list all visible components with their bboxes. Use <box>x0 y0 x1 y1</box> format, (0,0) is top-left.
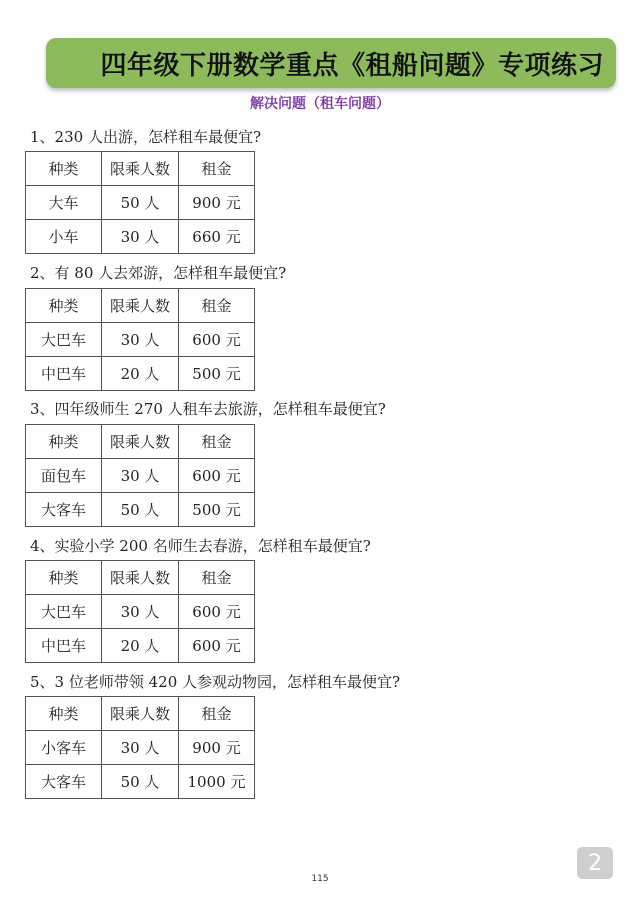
table-cell: 500 元 <box>179 357 255 391</box>
table-cell: 小车 <box>26 220 102 254</box>
table-header-row <box>26 289 255 323</box>
table-row <box>26 595 255 629</box>
table-cell: 20 人 <box>102 629 179 663</box>
header-cell-price: 租金 <box>179 697 255 731</box>
header-cell-price: 租金 <box>179 425 255 459</box>
table-cell: 50 人 <box>102 765 179 799</box>
header-cell-price: 租金 <box>179 152 255 186</box>
header-cell-capacity: 限乘人数 <box>102 561 179 595</box>
table-cell: 30 人 <box>102 220 179 254</box>
header-cell-type: 种类 <box>26 425 102 459</box>
table-cell: 50 人 <box>102 186 179 220</box>
question-2: 2、有 80 人去郊游，怎样租车最便宜? <box>30 264 287 282</box>
question-5: 5、3 位老师带领 420 人参观动物园，怎样租车最便宜? <box>30 673 401 691</box>
table-cell: 面包车 <box>26 459 102 493</box>
table-cell: 900 元 <box>179 731 255 765</box>
rental-table-2 <box>25 288 255 391</box>
question-3: 3、四年级师生 270 人租车去旅游，怎样租车最便宜? <box>30 400 386 418</box>
table-header-row <box>26 425 255 459</box>
header-cell-capacity: 限乘人数 <box>102 425 179 459</box>
table-header-row <box>26 561 255 595</box>
header-cell-type: 种类 <box>26 561 102 595</box>
rental-table-3 <box>25 424 255 527</box>
header-cell-type: 种类 <box>26 152 102 186</box>
table-cell: 1000 元 <box>179 765 255 799</box>
header-cell-type: 种类 <box>26 289 102 323</box>
table-row <box>26 493 255 527</box>
table-header-row <box>26 152 255 186</box>
table-cell: 大客车 <box>26 765 102 799</box>
page-number: 115 <box>311 874 329 884</box>
table-row <box>26 459 255 493</box>
question-1: 1、230 人出游，怎样租车最便宜? <box>30 128 261 146</box>
table-row <box>26 323 255 357</box>
header-cell-price: 租金 <box>179 561 255 595</box>
title-banner <box>46 38 616 88</box>
table-cell: 600 元 <box>179 629 255 663</box>
table-row <box>26 357 255 391</box>
table-cell: 大巴车 <box>26 595 102 629</box>
table-cell: 30 人 <box>102 595 179 629</box>
table-row <box>26 765 255 799</box>
table-cell: 大车 <box>26 186 102 220</box>
rental-table-4 <box>25 560 255 663</box>
table-cell: 900 元 <box>179 186 255 220</box>
table-cell: 660 元 <box>179 220 255 254</box>
table-cell: 600 元 <box>179 323 255 357</box>
table-cell: 大巴车 <box>26 323 102 357</box>
table-cell: 小客车 <box>26 731 102 765</box>
table-row <box>26 186 255 220</box>
page-title: 四年级下册数学重点《租船问题》专项练习 <box>100 50 604 81</box>
table-cell: 30 人 <box>102 323 179 357</box>
header-cell-capacity: 限乘人数 <box>102 697 179 731</box>
rental-table-5 <box>25 696 255 799</box>
table-row <box>26 629 255 663</box>
table-cell: 大客车 <box>26 493 102 527</box>
table-row <box>26 220 255 254</box>
table-cell: 30 人 <box>102 731 179 765</box>
table-cell: 中巴车 <box>26 357 102 391</box>
table-cell: 500 元 <box>179 493 255 527</box>
table-row <box>26 731 255 765</box>
table-cell: 600 元 <box>179 595 255 629</box>
table-cell: 20 人 <box>102 357 179 391</box>
header-cell-price: 租金 <box>179 289 255 323</box>
rental-table-1 <box>25 151 255 254</box>
table-cell: 30 人 <box>102 459 179 493</box>
table-cell: 中巴车 <box>26 629 102 663</box>
table-cell: 600 元 <box>179 459 255 493</box>
header-cell-type: 种类 <box>26 697 102 731</box>
table-header-row <box>26 697 255 731</box>
page-badge: 2 <box>577 847 613 879</box>
table-cell: 50 人 <box>102 493 179 527</box>
question-4: 4、实验小学 200 名师生去春游，怎样租车最便宜? <box>30 537 371 555</box>
header-cell-capacity: 限乘人数 <box>102 289 179 323</box>
header-cell-capacity: 限乘人数 <box>102 152 179 186</box>
section-subtitle: 解决问题（租车问题） <box>250 96 390 112</box>
